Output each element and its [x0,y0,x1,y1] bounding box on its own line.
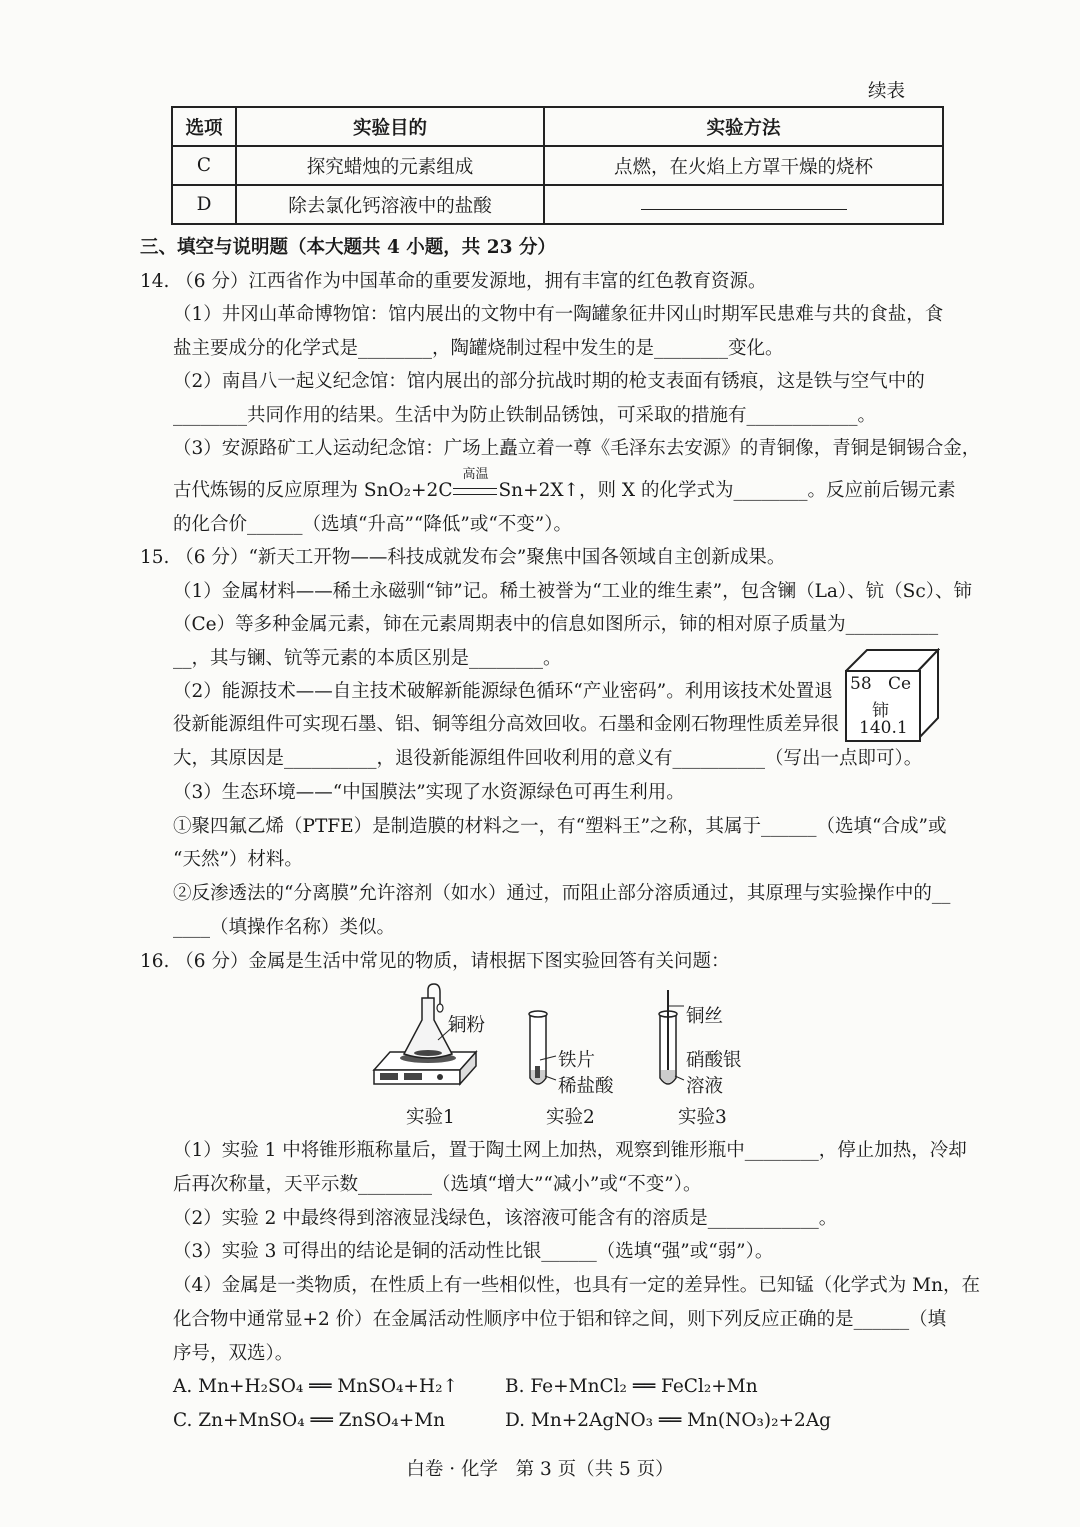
q14-line: 盐主要成分的化学式是________，陶罐烧制过程中发生的是________变化。 [173,338,784,359]
label-copper-powder: 铜粉 [448,1015,486,1036]
q15-line: ____（填操作名称）类似。 [173,917,396,938]
q14-equation-right: Sn+2X↑，则 X 的化学式为________。反应前后锡元素 [498,480,956,501]
table-header-method: 实验方法 [544,107,943,146]
option-d: D. Mn+2AgNO₃ ══ Mn(NO₃)₂+2Ag [505,1410,832,1431]
label-exp2: 实验2 [546,1107,595,1128]
continued-label: 续表 [868,81,906,102]
label-exp1: 实验1 [406,1107,455,1128]
table-cell: 探究蜡烛的元素组成 [236,146,544,185]
q15-line: 役新能源组件可实现石墨、铝、铜等组分高效回收。石墨和金刚石物理性质差异很 [173,714,840,735]
q15-line: ②反渗透法的“分离膜”允许溶剂（如水）通过，而阻止部分溶质通过，其原理与实验操作中的__ [173,883,951,904]
table-cell: C [172,146,236,185]
q14-line: ________共同作用的结果。生活中为防止铁制品锈蚀，可采取的措施有____________。 [173,405,877,426]
q15-line: （Ce）等多种金属元素，铈在元素周期表中的信息如图所示，铈的相对原子质量为__________ [173,614,939,635]
q16-line: 化合物中通常显+2 价）在金属活动性顺序中位于铝和锌之间，则下列反应正确的是______（填 [173,1309,947,1330]
q16-line: （1）实验 1 中将锥形瓶称量后，置于陶土网上加热，观察到锥形瓶中________，停止加热，冷却 [173,1140,967,1161]
table-cell: 点燃，在火焰上方罩干燥的烧杯 [544,146,943,185]
q15-line: ①聚四氟乙烯（PTFE）是制造膜的材料之一，有“塑料王”之称，其属于______（选填“合成”或 [173,816,947,837]
q15-line: “天然”）材料。 [173,849,303,870]
q16-line: 后再次称量，天平示数________（选填“增大”“减小”或“不变”）。 [173,1174,702,1195]
experiment-table [171,106,944,225]
q14-line: 的化合价______（选填“升高”“降低”或“不变”）。 [173,514,572,535]
table-cell-blank [544,185,943,224]
table-header-option: 选项 [172,107,236,146]
page-footer: 白卷 · 化学 第 3 页（共 5 页） [406,1459,674,1480]
label-silver-nitrate: 硝酸银 [686,1050,742,1071]
q16-line: 序号，双选）。 [173,1343,294,1364]
q16-line: （4）金属是一类物质，在性质上有一些相似性，也具有一定的差异性。已知锰（化学式为 Mn，在 [173,1275,981,1296]
q16-line: （3）实验 3 可得出的结论是铜的活动性比银______（选填“强”或“弱”）。 [173,1241,774,1262]
label-dilute-hcl: 稀盐酸 [558,1076,614,1097]
option-c: C. Zn+MnSO₄ ══ ZnSO₄+Mn [173,1410,446,1431]
q15-line: （3）生态环境——“中国膜法”实现了水资源绿色可再生利用。 [173,782,685,803]
q15-line: （2）能源技术——自主技术破解新能源绿色循环“产业密码”。利用该技术处置退 [173,681,833,702]
q14-equation-left: 古代炼锡的反应原理为 SnO₂+2C [173,480,453,501]
label-exp3: 实验3 [678,1107,727,1128]
q16-line: （2）实验 2 中最终得到溶液显浅绿色，该溶液可能含有的溶质是____________。 [173,1208,838,1229]
q14-line: （3）安源路矿工人运动纪念馆：广场上矗立着一尊《毛泽东去安源》的青铜像，青铜是铜锡合金， [173,438,981,459]
atomic-mass: 140.1 [859,718,908,738]
table-header-row [172,107,943,146]
q16-stem: 16. （6 分）金属是生活中常见的物质，请根据下图实验回答有关问题： [140,951,730,972]
table-row [172,185,943,224]
element-box [845,670,921,742]
q15-stem: 15. （6 分）“新天工开物——科技成就发布会”聚焦中国各领域自主创新成果。 [140,547,786,568]
element-name: 铈 [872,701,889,721]
option-a: A. Mn+H₂SO₄ ══ MnSO₄+H₂↑ [173,1376,458,1397]
q15-line: __，其与镧、钪等元素的本质区别是________。 [173,648,562,669]
table-header-purpose: 实验目的 [236,107,544,146]
q14-equation-line [173,467,956,503]
table-cell: D [172,185,236,224]
q14-stem: 14. （6 分）江西省作为中国革命的重要发源地，拥有丰富的红色教育资源。 [140,271,767,292]
label-solution: 溶液 [686,1076,724,1097]
experiment-figure [366,980,766,1130]
label-iron-sheet: 铁片 [558,1050,596,1071]
q15-line: 大，其原因是__________，退役新能源组件回收利用的意义有__________（写出一点即可）。 [173,748,923,769]
table-row [172,146,943,185]
label-copper-wire: 铜丝 [686,1006,724,1027]
option-b: B. Fe+MnCl₂ ══ FeCl₂+Mn [505,1376,758,1397]
periodic-table-cell [845,648,940,740]
q14-line: （2）南昌八一起义纪念馆：馆内展出的部分抗战时期的枪支表面有锈痕，这是铁与空气中的 [173,371,925,392]
table-cell: 除去氯化钙溶液中的盐酸 [236,185,544,224]
element-symbol: Ce [888,674,912,694]
q15-line: （1）金属材料——稀土永磁驯“铈”记。稀土被誉为“工业的维生素”，包含镧（La）、钪（Sc）、铈 [173,581,972,602]
q14-line: （1）井冈山革命博物馆：馆内展出的文物中有一陶罐象征井冈山时期军民患难与共的食盐，食 [173,304,944,325]
reaction-condition: 高温 [452,479,498,503]
atomic-number: 58 [850,674,872,694]
section-title: 三、填空与说明题（本大题共 4 小题，共 23 分） [140,237,556,258]
